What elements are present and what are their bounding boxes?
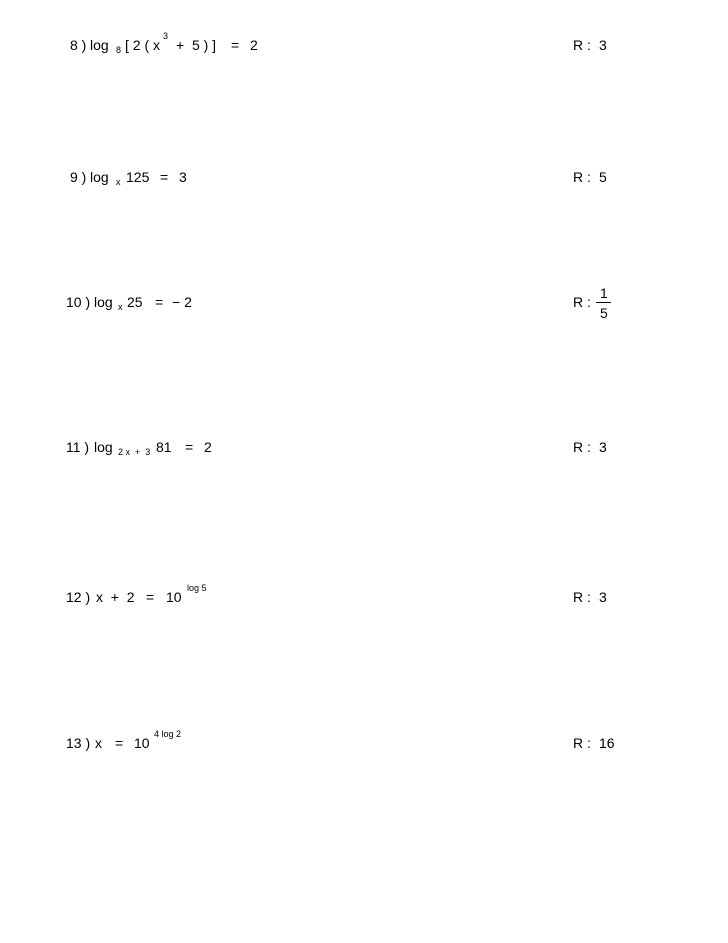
answer-label: R : bbox=[573, 37, 591, 53]
problem-row-11 bbox=[0, 434, 728, 474]
answer-label: R : bbox=[573, 169, 591, 185]
log-argument-rest: + 5 ) ] bbox=[176, 37, 217, 53]
problem-row-9 bbox=[0, 166, 728, 206]
problem-row-10 bbox=[0, 282, 728, 322]
log-base: x bbox=[118, 302, 123, 312]
log-argument: 25 bbox=[127, 294, 143, 310]
log-word: log bbox=[90, 37, 109, 53]
equals-sign: = bbox=[185, 439, 194, 455]
right-hand-side: − 2 bbox=[172, 294, 192, 310]
log-argument: 125 bbox=[126, 169, 150, 185]
log-word: log bbox=[94, 439, 113, 455]
log-base: x bbox=[116, 177, 121, 187]
answer-label: R : bbox=[573, 735, 591, 751]
left-hand-side: x + 2 bbox=[96, 589, 135, 605]
exponent: 3 bbox=[163, 31, 169, 41]
answer-value: 3 bbox=[599, 439, 607, 455]
answer-value: 5 bbox=[599, 169, 607, 185]
problem-number: 10 ) bbox=[66, 294, 91, 310]
exponent: log 5 bbox=[187, 583, 207, 593]
equals-sign: = bbox=[115, 735, 124, 751]
left-hand-side: x bbox=[95, 735, 102, 751]
equals-sign: = bbox=[160, 169, 169, 185]
log-word: log bbox=[94, 294, 113, 310]
answer-label: R : bbox=[573, 589, 591, 605]
problem-row-12 bbox=[0, 584, 728, 624]
log-base: 2 x + 3 bbox=[118, 447, 151, 457]
problem-number: 13 ) bbox=[66, 735, 91, 751]
log-base: 8 bbox=[116, 45, 122, 55]
answer-value: 16 bbox=[599, 735, 615, 751]
answer-denominator: 5 bbox=[600, 305, 608, 321]
equals-sign: = bbox=[146, 589, 155, 605]
problem-number: 12 ) bbox=[66, 589, 91, 605]
problem-number: 8 ) bbox=[70, 37, 87, 53]
equals-sign: = bbox=[155, 294, 164, 310]
answer-label: R : bbox=[573, 439, 591, 455]
answer-value: 3 bbox=[599, 37, 607, 53]
problem-number: 11 ) bbox=[66, 439, 90, 455]
equals-sign: = bbox=[231, 37, 240, 53]
power-base: 10 bbox=[166, 589, 182, 605]
problem-row-13 bbox=[0, 730, 728, 770]
problem-number: 9 ) bbox=[70, 169, 87, 185]
answer-numerator: 1 bbox=[600, 285, 608, 301]
log-argument-open: [ 2 ( x bbox=[125, 37, 161, 53]
right-hand-side: 2 bbox=[204, 439, 212, 455]
power-base: 10 bbox=[134, 735, 150, 751]
fraction-bar bbox=[596, 302, 611, 303]
answer-value: 3 bbox=[599, 589, 607, 605]
log-word: log bbox=[90, 169, 109, 185]
exponent: 4 log 2 bbox=[154, 729, 182, 739]
answer-label: R : bbox=[573, 294, 591, 310]
problem-row-8 bbox=[0, 32, 728, 72]
log-argument: 81 bbox=[156, 439, 172, 455]
right-hand-side: 3 bbox=[179, 169, 187, 185]
right-hand-side: 2 bbox=[250, 37, 258, 53]
